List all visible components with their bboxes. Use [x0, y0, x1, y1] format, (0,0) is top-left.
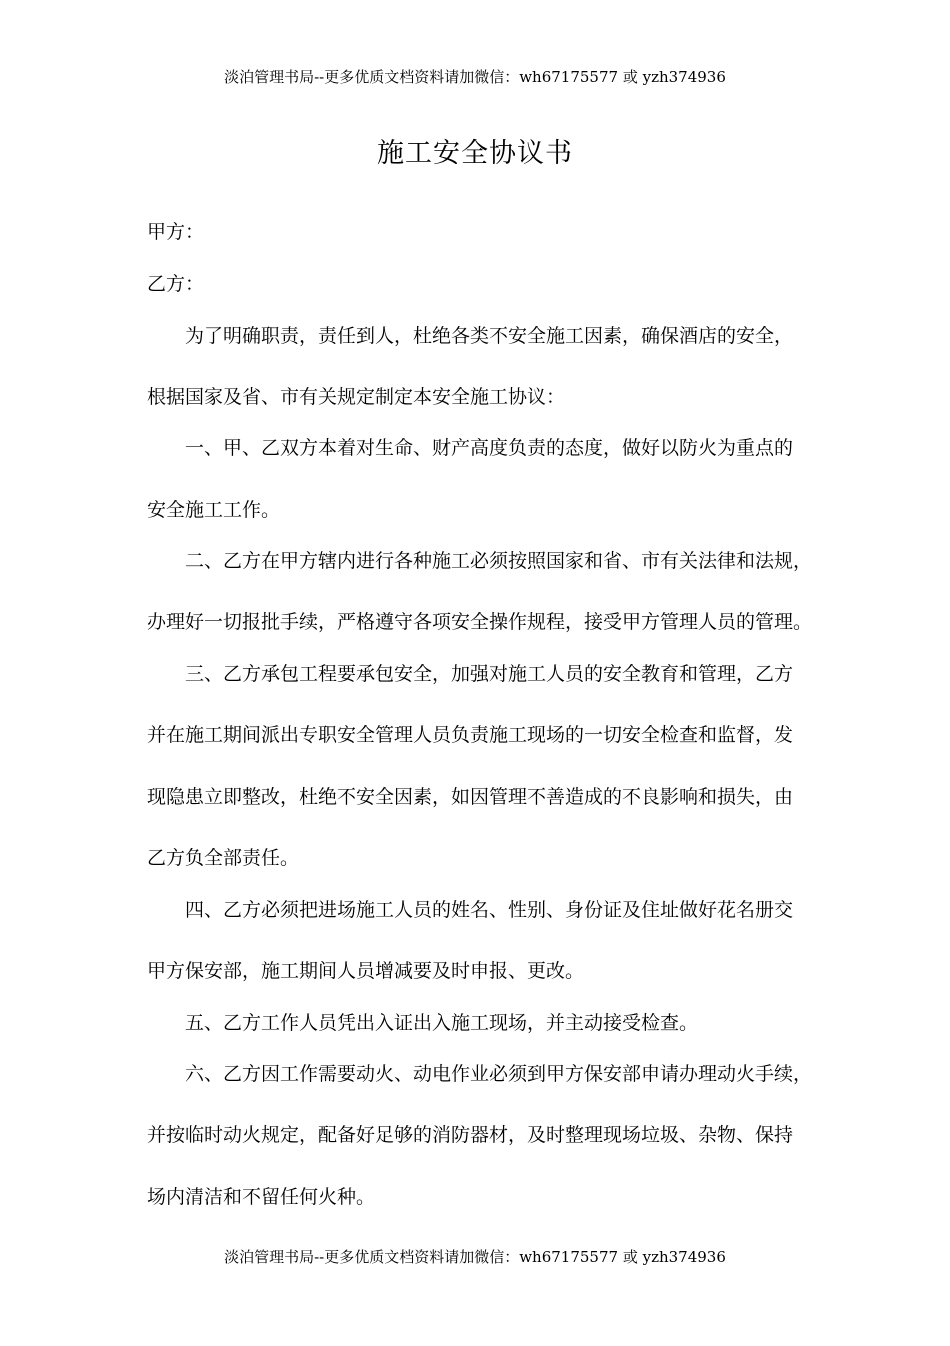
body-line: 四、乙方必须把进场施工人员的姓名、性别、身份证及住址做好花名册交	[185, 899, 794, 921]
body-line: 二、乙方在甲方辖内进行各种施工必须按照国家和省、市有关法律和法规，	[185, 550, 813, 572]
body-line: 现隐患立即整改，杜绝不安全因素，如因管理不善造成的不良影响和损失，由	[147, 786, 794, 808]
body-line: 一、甲、乙双方本着对生命、财产高度负责的态度，做好以防火为重点的	[185, 437, 794, 459]
body-line: 为了明确职责，责任到人，杜绝各类不安全施工因素，确保酒店的安全，	[185, 325, 794, 347]
body-line: 乙方负全部责任。	[147, 847, 300, 869]
body-line: 办理好一切报批手续，严格遵守各项安全操作规程，接受甲方管理人员的管理。	[147, 611, 813, 633]
body-line: 场内清洁和不留任何火种。	[147, 1186, 376, 1208]
body-line: 并在施工期间派出专职安全管理人员负责施工现场的一切安全检查和监督，发	[147, 724, 794, 746]
body-line: 三、乙方承包工程要承包安全，加强对施工人员的安全教育和管理，乙方	[185, 663, 794, 685]
header-note: 淡泊管理书局--更多优质文档资料请加微信：wh67175577 或 yzh374936	[224, 68, 726, 86]
body-line: 六、乙方因工作需要动火、动电作业必须到甲方保安部申请办理动火手续，	[185, 1063, 813, 1085]
party-a-label: 甲方：	[147, 221, 205, 243]
body-line: 根据国家及省、市有关规定制定本安全施工协议：	[147, 386, 566, 408]
footer-note: 淡泊管理书局--更多优质文档资料请加微信：wh67175577 或 yzh374936	[224, 1248, 726, 1266]
document-title: 施工安全协议书	[377, 138, 573, 169]
body-line: 甲方保安部，施工期间人员增减要及时申报、更改。	[147, 960, 585, 982]
party-b-label: 乙方：	[147, 273, 205, 295]
body-line: 并按临时动火规定，配备好足够的消防器材，及时整理现场垃圾、杂物、保持	[147, 1124, 794, 1146]
body-line: 安全施工工作。	[147, 499, 281, 521]
body-line: 五、乙方工作人员凭出入证出入施工现场，并主动接受检查。	[185, 1012, 699, 1034]
